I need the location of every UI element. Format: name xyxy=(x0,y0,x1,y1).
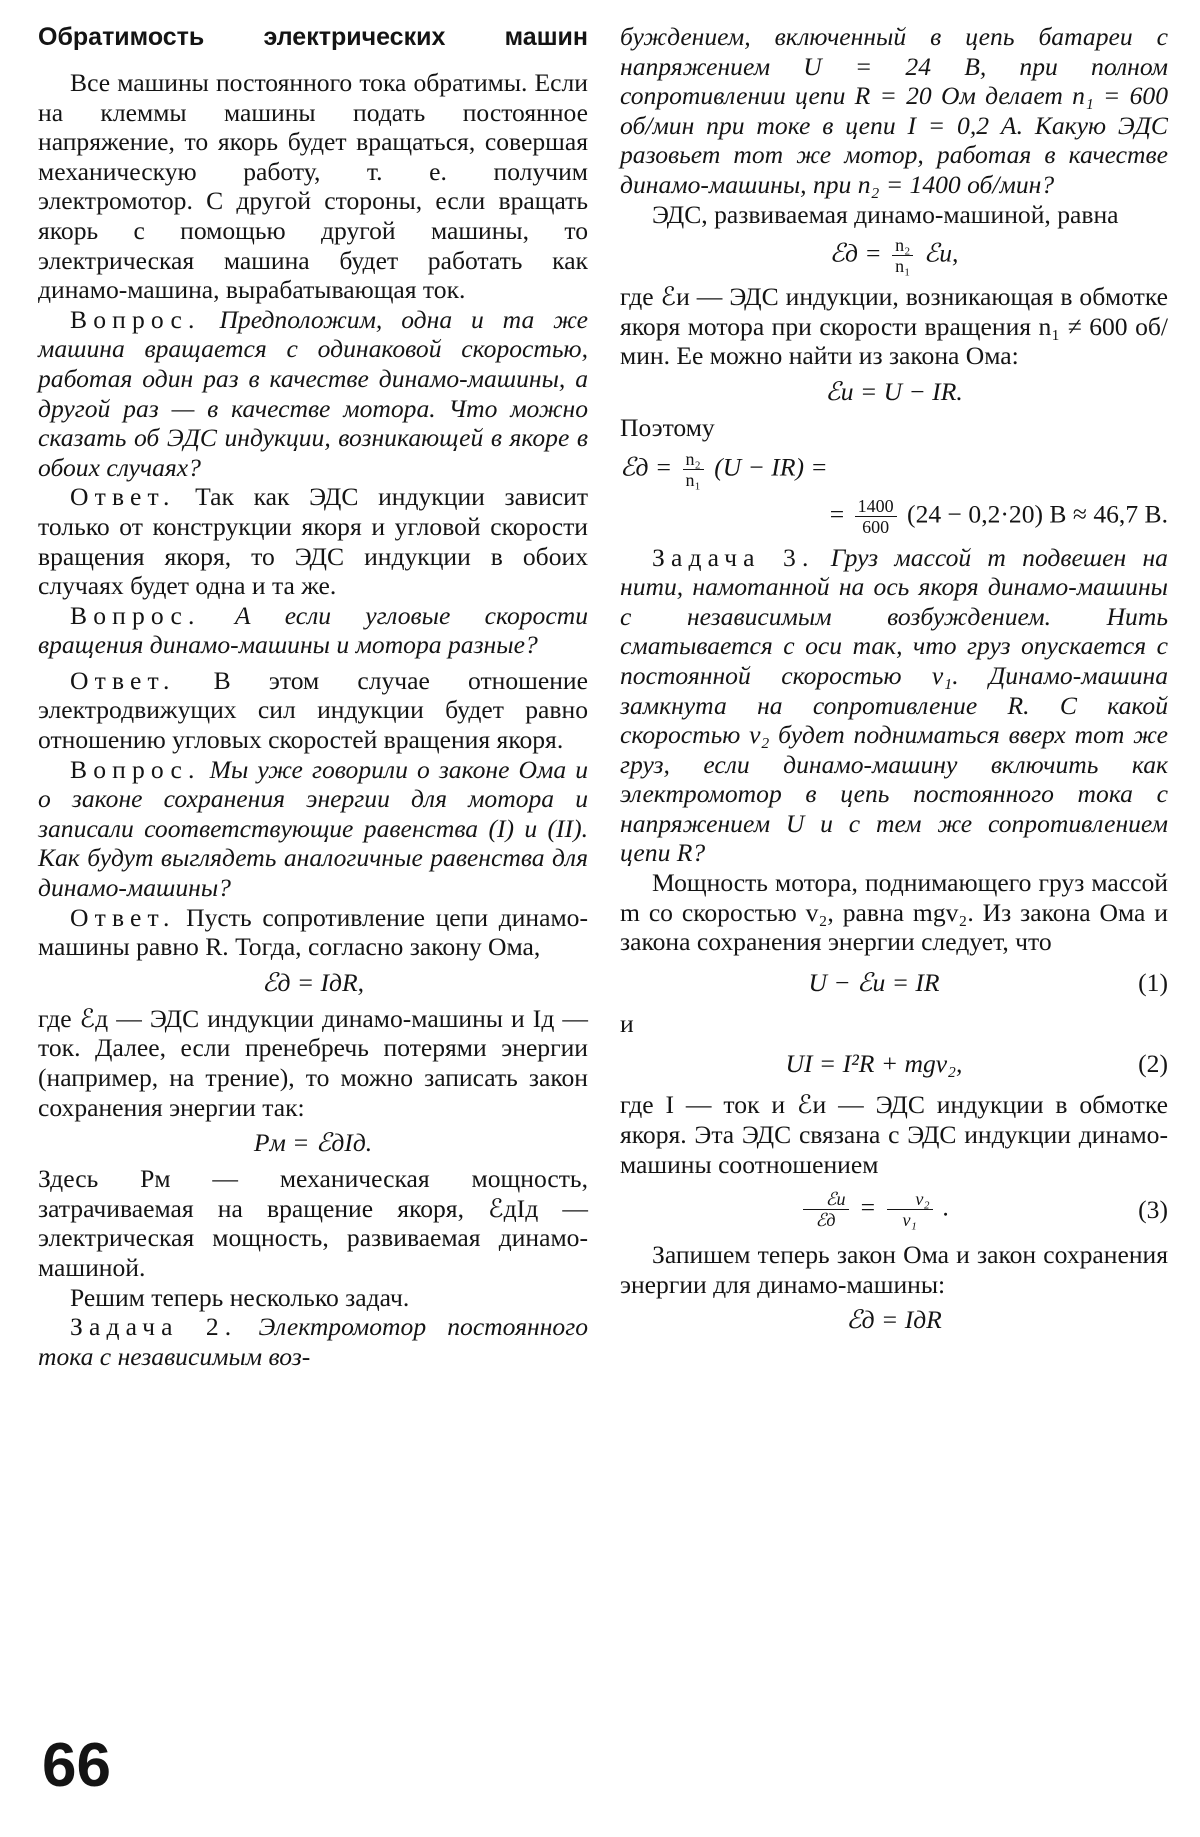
question-text: А если угловые скорости вращения динамо-машины и мотора разные? xyxy=(38,600,588,660)
page-number: 66 xyxy=(42,1731,111,1800)
question-label: Вопрос. xyxy=(70,754,201,784)
paragraph: Все машины постоянного тока обратимы. Если на клеммы машины подать постоянное напряжение, то якорь будет вращаться, совершая механическую работу, т. е. получим электромотор. С другой стороны, если вращать якорь с помощью другой машины, то электрическая машина будет работать как динамо-машина, вырабатывающая ток. xyxy=(38,68,588,305)
paragraph: ЭДС, развиваемая динамо-машиной, равна xyxy=(652,199,1119,229)
answer-2 xyxy=(38,666,588,755)
formula: Pм = ℰдIд. xyxy=(253,1128,373,1158)
answer-text: Пусть сопротивление цепи динамо-машины равно R. Тогда, согласно закону Ома, xyxy=(38,902,588,962)
problem-label: Задача 3. xyxy=(652,542,815,572)
question-3 xyxy=(38,755,588,903)
formula: ℰд = IдR xyxy=(846,1305,942,1335)
formula: = $\frac{1400}{600}$ (24 − 0,2·20) В ≈ 46,7 В. xyxy=(829,495,1168,537)
problem-2 xyxy=(38,1312,588,1371)
paragraph: Решим теперь несколько задач. xyxy=(70,1282,410,1312)
formula: ℰд = $\frac{\text{n₂}}{\text{n₁}}$ (U − IR) = xyxy=(620,448,828,490)
left-column xyxy=(38,22,588,1371)
question-text: Мы уже говорили о законе Ома и о законе сохранения энергии для мотора и записали соответствующие равенства (I) и (II). Как будут выглядеть аналогичные равенства для динамо-машины? xyxy=(38,754,588,903)
answer-label: Ответ. xyxy=(70,902,176,932)
problem-label: Задача 2. xyxy=(70,1312,238,1342)
question-label: Вопрос. xyxy=(70,600,201,630)
paragraph: Мощность мотора, поднимающего груз массой m со скоростью v₂, равна mgv₂. Из закона Ома и закона сохранения энергии следует, что xyxy=(620,868,1168,957)
answer-label: Ответ. xyxy=(70,665,176,695)
right-column xyxy=(620,22,1168,1341)
paragraph: где I — ток и ℰи — ЭДС индукции в обмотке якоря. Эта ЭДС связана с ЭДС индукции динамо-машины соотношением xyxy=(620,1090,1168,1179)
problem-text: Груз массой m подвешен на нити, намотанной на ось якоря динамо-машины с независимым возбуждением. Нить сматывается с оси так, что груз опускается с постоянной скоростью v₁. Динамо-машина замкнута на сопротивление R. С какой скоростью v₂ будет подниматься вверх тот же груз, если динамо-машину включить как электромотор в цепь постоянного тока с напряжением U и с тем же сопротивлением цепи R? xyxy=(620,542,1168,868)
answer-1 xyxy=(38,482,588,600)
paragraph: Запишем теперь закон Ома и закон сохранения энергии для динамо-машины: xyxy=(620,1240,1168,1299)
formula: ℰд = $\frac{\text{n₂}}{\text{n₁}}$ ℰи, xyxy=(829,235,959,277)
problem-text: Электромотор постоянного тока с независимым воз- xyxy=(38,1312,588,1371)
formula: ℰд = IдR, xyxy=(261,967,364,997)
answer-3 xyxy=(38,903,588,962)
question-label: Вопрос. xyxy=(70,304,201,334)
conjunction: и xyxy=(620,1008,634,1038)
equation-2: UI = I²R + mgv₂, (2) xyxy=(785,1049,1168,1079)
problem-3 xyxy=(620,543,1168,869)
answer-text: Так как ЭДС индукции зависит только от конструкции якоря и угловой скорости вращения якоря, то ЭДС индукции в обоих случаях будет одна и та же. xyxy=(38,482,589,601)
answer-text: В этом случае отношение электродвижущих сил индукции будет равно отношению угловых скоростей вращения якоря. xyxy=(38,665,588,755)
equation-1: U − ℰи = IR (1) xyxy=(808,967,1168,997)
question-text: Предположим, одна и та же машина вращается с одинаковой скоростью, работая один раз в качестве динамо-машины, а другой раз — в качестве мотора. Что можно сказать об ЭДС индукции, возникающей в якоре в обоих случаях? xyxy=(38,304,588,482)
paragraph: где ℰд — ЭДС индукции динамо-машины и Iд — ток. Далее, если пренебречь потерями энергии (например, на трение), то можно записать закон сохранения энергии так: xyxy=(38,1003,588,1122)
formula: ℰи = U − IR. xyxy=(825,376,963,406)
answer-label: Ответ. xyxy=(70,482,176,512)
question-2 xyxy=(38,601,588,660)
equation-3: $\frac{\text{ℰи}}{\text{ℰд}}$ = $\frac{\text{v₂}}{\text{v₁}}$ . (3) xyxy=(620,1189,1168,1230)
paragraph: где ℰи — ЭДС индукции, возникающая в обмотке якоря мотора при скорости вращения n₁ ≠ 600 об/мин. Ее можно найти из закона Ома: xyxy=(620,282,1168,371)
section-title: Обратимость электрических машин xyxy=(38,23,588,51)
problem-2-continuation: буждением, включенный в цепь батареи с напряжением U = 24 В, при полном сопротивлении цепи R = 20 Ом делает n₁ = 600 об/мин при токе в цепи I = 0,2 А. Какую ЭДС разовьет тот же мотор, работая в качестве динамо-машины, при n₂ = 1400 об/мин? xyxy=(620,22,1168,199)
paragraph: Здесь Pм — механическая мощность, затрачиваемая на вращение якоря, ℰдIд — электрическая мощность, развиваемая динамо-машиной. xyxy=(38,1164,588,1282)
question-1 xyxy=(38,305,588,483)
paragraph: Поэтому xyxy=(620,412,715,442)
